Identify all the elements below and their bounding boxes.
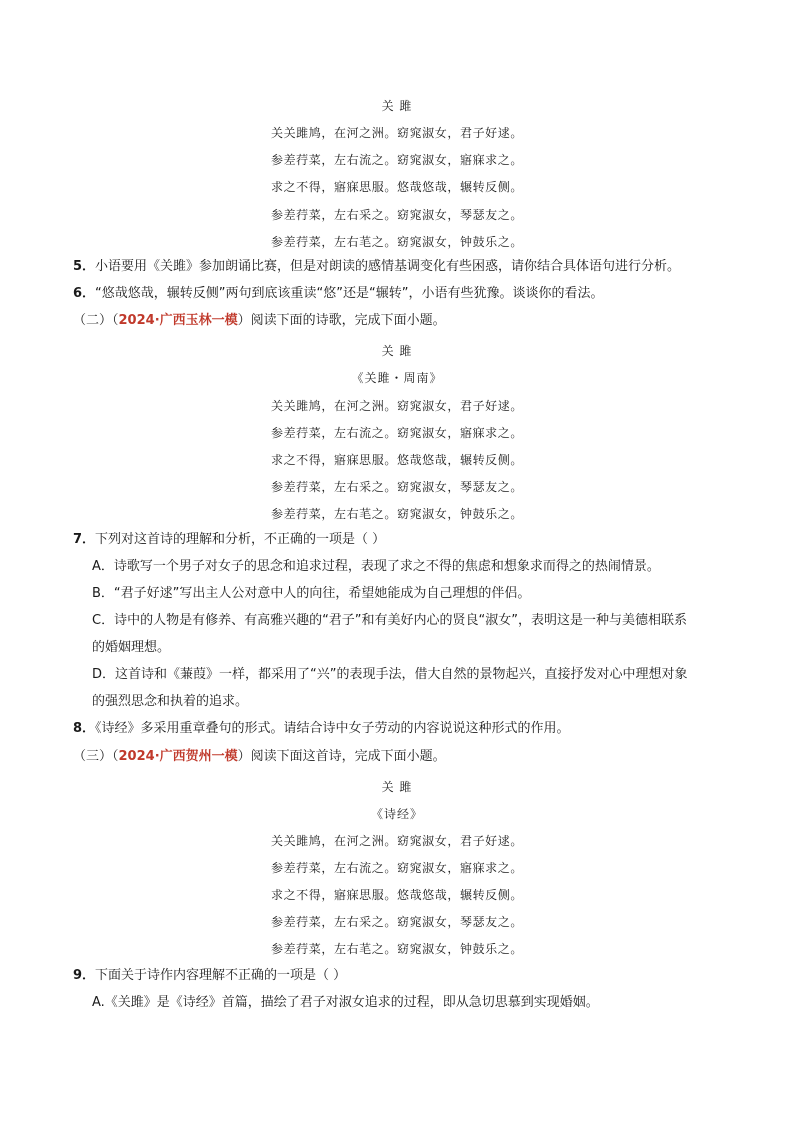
question-text: 《诗经》多采用重章叠句的形式。请结合诗中女子劳动的内容说说这种形式的作用。 (95, 721, 570, 736)
poem2-title: 关 雎 (381, 344, 413, 358)
question-text: “悠哉悠哉，辗转反侧”两句到底该重读“悠”还是“辗转”，小语有些犹豫。谈谈你的看法。 (95, 286, 604, 301)
poem2-line: 参差荇菜，左右采之。窈窕淑女，琴瑟友之。 (270, 480, 523, 494)
poem2-line: 参差荇菜，左右芼之。窈窕淑女，钟鼓乐之。 (270, 507, 523, 521)
poem1-title: 关 雎 (381, 99, 413, 113)
question-8 (73, 720, 570, 738)
option-a: A.《关雎》是《诗经》首篇，描绘了君子对淑女追求的过程，即从急切思慕到实现婚姻。 (92, 995, 599, 1010)
question-5 (73, 258, 680, 276)
option-d: D．这首诗和《蒹葭》一样，都采用了“兴”的表现手法，借大自然的景物起兴，直接抒发对心中理想对象 (92, 667, 688, 682)
option-c: C．诗中的人物是有修养、有高雅兴趣的“君子”和有美好内心的贤良“淑女”，表明这是一种与美德相联系 (92, 613, 688, 628)
poem1-line: 参差荇菜，左右采之。窈窕淑女，琴瑟友之。 (270, 208, 523, 222)
option-a: A．诗歌写一个男子对女子的思念和追求过程，表现了求之不得的焦虑和想象求而得之的热闹情景。 (92, 559, 660, 574)
poem3-line: 参差荇菜，左右流之。窈窕淑女，寤寐求之。 (270, 861, 523, 875)
option-b: B．“君子好逑”写出主人公对意中人的向往，希望她能成为自己理想的伴侣。 (92, 586, 531, 601)
section-prefix: （三）（ (73, 749, 119, 764)
question-7 (73, 531, 385, 549)
question-number: 9． (73, 968, 96, 983)
poem1-line: 参差荇菜，左右芼之。窈窕淑女，钟鼓乐之。 (270, 235, 523, 249)
question-number: 8． (73, 721, 96, 736)
question-number: 6． (73, 286, 96, 301)
question-9 (73, 967, 346, 985)
poem2-line: 参差荇菜，左右流之。窈窕淑女，寤寐求之。 (270, 426, 523, 440)
question-text: 下列对这首诗的理解和分析，不正确的一项是（ ） (95, 532, 386, 547)
poem1-line: 参差荇菜，左右流之。窈窕淑女，寤寐求之。 (270, 153, 523, 167)
section-source: 2024·广西贺州一模 (118, 749, 238, 764)
option-d-continued: 的强烈思念和执着的追求。 (92, 694, 249, 709)
option-c-continued: 的婚姻理想。 (92, 640, 171, 655)
poem3-line: 参差荇菜，左右芼之。窈窕淑女，钟鼓乐之。 (270, 942, 523, 956)
section-suffix: ）阅读下面这首诗，完成下面小题。 (237, 749, 446, 764)
poem3-line: 关关雎鸠，在河之洲。窈窕淑女，君子好逑。 (270, 834, 523, 848)
section-prefix: （二）（ (73, 313, 119, 328)
question-6 (73, 285, 603, 303)
question-number: 5． (73, 259, 96, 274)
section-suffix: ）阅读下面的诗歌，完成下面小题。 (237, 313, 446, 328)
question-text: 下面关于诗作内容理解不正确的一项是（ ） (95, 968, 347, 983)
poem1-line: 关关雎鸠，在河之洲。窈窕淑女，君子好逑。 (270, 126, 523, 140)
poem2-line: 关关雎鸠，在河之洲。窈窕淑女，君子好逑。 (270, 399, 523, 413)
poem3-line: 参差荇菜，左右采之。窈窕淑女，琴瑟友之。 (270, 915, 523, 929)
poem2-subtitle: 《关雎・周南》 (351, 371, 443, 385)
section-2-heading (73, 312, 446, 330)
poem3-title: 关 雎 (381, 780, 413, 794)
question-text: 小语要用《关雎》参加朗诵比赛，但是对朗读的感情基调变化有些困惑，请你结合具体语句进行分析。 (95, 259, 681, 274)
poem3-subtitle: 《诗经》 (370, 807, 423, 821)
poem2-line: 求之不得，寤寐思服。悠哉悠哉，辗转反侧。 (270, 453, 523, 467)
poem1-line: 求之不得，寤寐思服。悠哉悠哉，辗转反侧。 (270, 180, 523, 194)
section-source: 2024·广西玉林一模 (118, 313, 238, 328)
question-number: 7． (73, 532, 96, 547)
section-3-heading (73, 748, 446, 766)
poem3-line: 求之不得，寤寐思服。悠哉悠哉，辗转反侧。 (270, 888, 523, 902)
